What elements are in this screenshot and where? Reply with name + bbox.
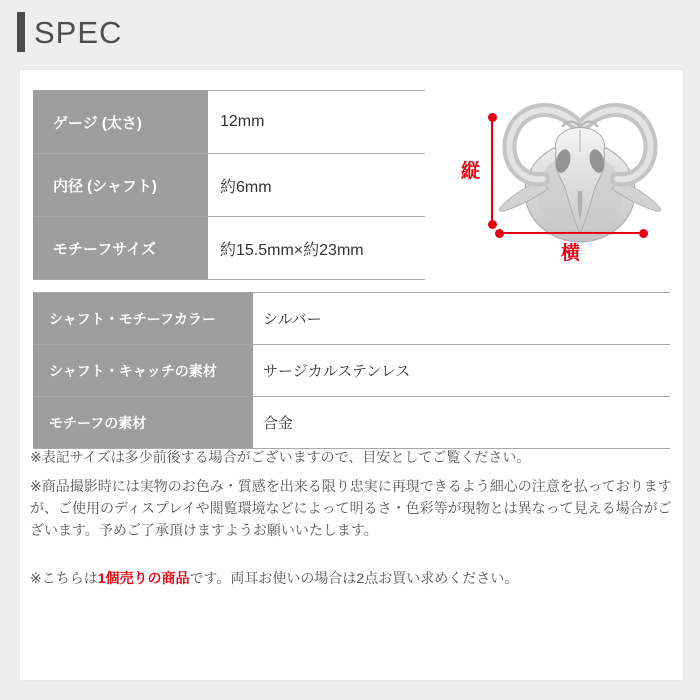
table-row	[33, 91, 425, 154]
note-single-item-highlight: 1個売りの商品	[97, 570, 190, 586]
spec-value-gauge: 12mm	[208, 91, 425, 154]
spec-label-shaft-motif-color: シャフト・モチーフカラー	[33, 293, 253, 345]
spec-value-shaft-catch-material: サージカルステンレス	[253, 345, 670, 397]
page-title: SPEC	[34, 14, 123, 50]
spec-value-motif-material: 合金	[253, 397, 670, 449]
horizontal-measure-label: 横	[561, 243, 581, 264]
spec-label-motif-material: モチーフの素材	[33, 397, 253, 449]
spec-label-gauge: ゲージ (太さ)	[33, 91, 208, 154]
note-single-item	[30, 567, 678, 589]
measure-dot-right	[639, 229, 648, 238]
section-header	[17, 12, 122, 52]
measure-dot-top	[488, 113, 497, 122]
spec-value-inner-diameter: 約6mm	[208, 154, 425, 217]
note-color-disclaimer: ※商品撮影時には実物のお色み・質感を出来る限り忠実に再現できるよう細心の注意を払っておりますが、ご使用のディスプレイや閲覧環境などによって明るさ・色彩等が現物とは異なって見える場合がございます。予めご了承頂けますようお願いいたします。	[30, 478, 672, 538]
vertical-measure-label: 縦	[461, 161, 481, 182]
note-size-disclaimer: ※表記サイズは多少前後する場合がございますので、目安としてご覧ください。	[30, 449, 531, 465]
measure-dot-bottom	[488, 220, 497, 229]
spec-label-shaft-catch-material: シャフト・キャッチの素材	[33, 345, 253, 397]
table-row	[33, 154, 425, 217]
horizontal-measure-line	[499, 232, 643, 234]
spec-label-inner-diameter: 内径 (シャフト)	[33, 154, 208, 217]
spec-label-motif-size: モチーフサイズ	[33, 217, 208, 280]
product-image-ram-skull	[496, 96, 664, 248]
vertical-measure-line	[491, 117, 493, 225]
table-row	[33, 293, 670, 345]
note-single-item-suffix: です。両耳お使いの場合は2点お買い求めください。	[189, 570, 519, 586]
spec-value-shaft-motif-color: シルバー	[253, 293, 670, 345]
table-row	[33, 217, 425, 280]
table-row	[33, 345, 670, 397]
header-accent-bar	[17, 12, 25, 52]
notes-section	[30, 446, 678, 589]
size-spec-table	[33, 90, 425, 280]
note-single-item-prefix: ※こちらは	[30, 570, 98, 586]
measure-dot-left	[495, 229, 504, 238]
material-spec-table	[33, 292, 670, 449]
table-row	[33, 397, 670, 449]
spec-value-motif-size: 約15.5mm×約23mm	[208, 217, 425, 280]
